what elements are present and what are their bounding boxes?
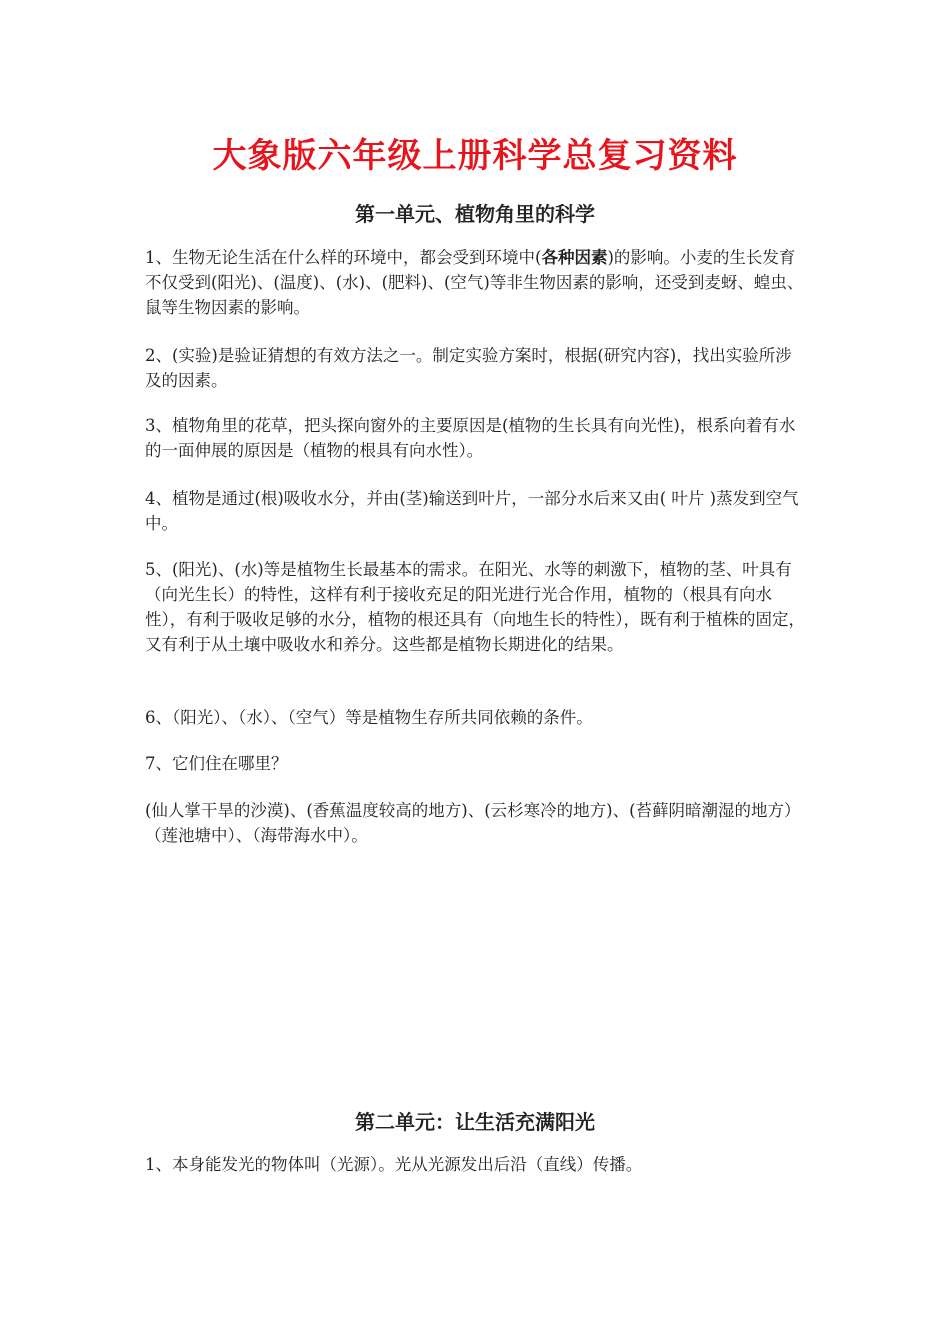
- unit1-paragraph-1-bold: 各种因素: [541, 248, 608, 267]
- unit1-paragraph-5: 5、(阳光)、(水)等是植物生长最基本的需求。在阳光、水等的刺激下，植物的茎、叶具有（向光生长）的特性，这样有利于接收充足的阳光进行光合作用，植物的（根具有向水性），有利于吸收足够的水分，植物的根还具有（向地生长的特性），既有利于植株的固定，又有利于从土壤中吸收水和养分。这些都是植物长期进化的结果。: [145, 560, 805, 654]
- unit1-heading: 第一单元、植物角里的科学: [355, 202, 595, 226]
- unit1-paragraph-4: 4、植物是通过(根)吸收水分，并由(茎)输送到叶片，一部分水后来又由( 叶片 )蒸发到空气中。: [145, 489, 799, 533]
- unit1-paragraph-2: 2、(实验)是验证猜想的有效方法之一。制定实验方案时，根据(研究内容)，找出实验所涉及的因素。: [145, 346, 792, 390]
- document-title: 大象版六年级上册科学总复习资料: [212, 136, 738, 176]
- unit1-paragraph-8: (仙人掌干旱的沙漠)、(香蕉温度较高的地方)、(云杉寒冷的地方)、(苔藓阴暗潮湿的地方）（莲池塘中）、（海带海水中）。: [145, 801, 801, 845]
- unit2-paragraph-1: 1、本身能发光的物体叫（光源）。光从光源发出后沿（直线）传播。: [145, 1155, 643, 1174]
- unit1-paragraph-7: 7、它们住在哪里？: [145, 754, 288, 773]
- unit1-paragraph-6: 6、（阳光）、（水）、（空气）等是植物生存所共同依赖的条件。: [145, 708, 593, 727]
- unit2-heading: 第二单元：让生活充满阳光: [355, 1110, 595, 1134]
- unit1-paragraph-1: [145, 245, 807, 320]
- unit1-paragraph-3: 3、植物角里的花草，把头探向窗外的主要原因是(植物的生长具有向光性)，根系向着有水的一面伸展的原因是（植物的根具有向水性）。: [145, 416, 796, 460]
- unit1-paragraph-1-pre: 1、生物无论生活在什么样的环境中，都会受到环境中(: [145, 248, 542, 267]
- unit1-paragraph-1-post: )的影响。小麦的生长发育不仅受到(阳光)、(温度)、(水)、(肥料)、(空气)等非生物因素的影响，还受到麦蚜、蝗虫、鼠等生物因素的影响。: [145, 248, 804, 317]
